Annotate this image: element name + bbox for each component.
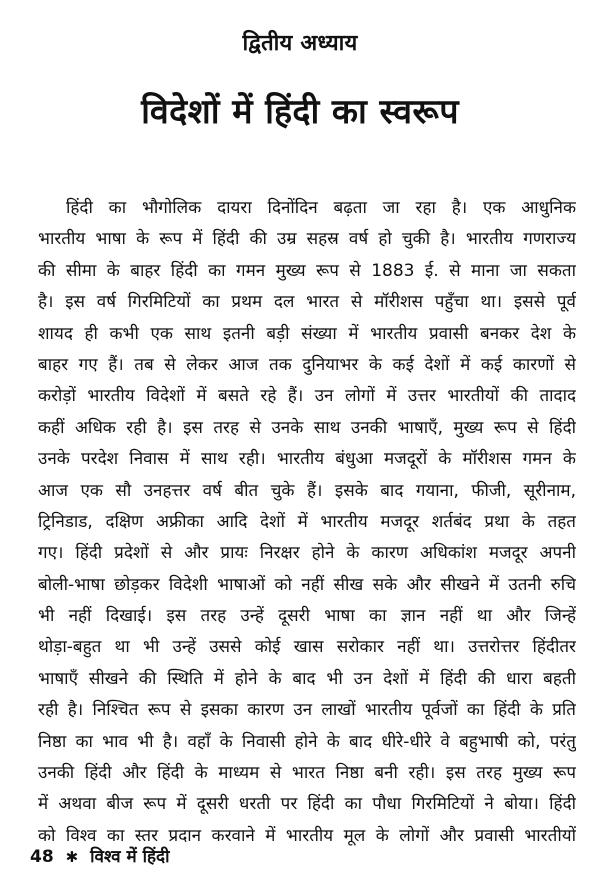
body-line: हिंदी का भौगोलिक दायरा दिनोंदिन बढ़ता जा रहा है। एक आधुनिक [66,198,576,218]
footer-star-icon: ✱ [65,848,79,866]
body-line: उनकी हिंदी और हिंदी के माध्यम से भारत निष्ठा बनी रही। इस तरह मुख्य रूप [38,763,576,784]
body-line: भी नहीं दिखाई। इस तरह उन्हें दूसरी भाषा का ज्ञान नहीं था और जिन्हें [38,606,576,627]
body-line: में अथवा बीज रूप में दूसरी धरती पर हिंदी का पौधा गिरमिटियों ने बोया। हिंदी [38,794,576,815]
body-line: को विश्व का स्तर प्रदान करवाने में भारतीय मूल के लोगों और प्रवासी भारतीयों [38,825,576,846]
body-line: बोली-भाषा छोड़कर विदेशी भाषाओं को नहीं सीख सके और सीखने में उतनी रुचि [38,574,576,595]
body-line: बाहर गए हैं। तब से लेकर आज तक दुनियाभर के कई देशों में कई कारणों से [38,354,576,375]
body-text [38,193,576,852]
body-line: करोड़ों भारतीय विदेशों में बसते रहे हैं। उन लोगों में उत्तर भारतीयों की तादाद [38,386,576,407]
body-line: कहीं अधिक रही है। इस तरह से उनके साथ उनकी भाषाएँ, मुख्य रूप से हिंदी [38,417,576,438]
body-line: शायद ही कभी एक साथ इतनी बड़ी संख्या में भारतीय प्रवासी बनकर देश के [38,323,576,344]
body-line: भारतीय भाषा के रूप में हिंदी की उम्र सहस्र वर्ष हो चुकी है। भारतीय गणराज्य [38,229,576,250]
page-footer [30,843,170,871]
chapter-label: द्वितीय अध्याय [242,31,358,56]
body-line: निष्ठा का भाव भी है। वहाँ के निवासी होने के बाद धीरे-धीरे वे बहुभाषी को, परंतु [38,731,576,752]
running-book-title: विश्व में हिंदी [90,847,170,867]
body-line: की सीमा के बाहर हिंदी का गमन मुख्य रूप से 1883 ई. से माना जा सकता [38,260,576,281]
body-line: भाषाएँ सीखने की स्थिति में होने के बाद भी उन देशों में हिंदी की धारा बहती [38,668,576,689]
body-line: है। इस वर्ष गिरमिटियों का प्रथम दल भारत से मॉरीशस पहुँचा था। इससे पूर्व [38,292,576,313]
page-number: 48 [30,847,54,867]
body-line: गए। हिंदी प्रदेशों से और प्रायः निरक्षर होने के कारण अधिकांश मजदूर अपनी [38,543,576,564]
chapter-title: विदेशों में हिंदी का स्वरूप [141,92,459,132]
body-line: थोड़ा-बहुत था भी उन्हें उससे कोई खास सरोकार नहीं था। उत्तरोत्तर हिंदीतर [38,637,576,658]
body-line: रही है। निश्चित रूप से इसका कारण उन लाखों भारतीय पूर्वजों का हिंदी के प्रति [38,700,576,721]
body-line: ट्रिनिडाड, दक्षिण अफ्रीका आदि देशों में भारतीय मजदूर शर्तबंद प्रथा के तहत [38,511,576,532]
body-line: उनके परदेश निवास में साथ रही। भारतीय बंधुआ मजदूरों के मॉरीशस गमन के [38,449,576,470]
body-line: आज एक सौ उनहत्तर वर्ष बीत चुके हैं। इसके बाद गयाना, फीजी, सूरीनाम, [38,480,576,501]
